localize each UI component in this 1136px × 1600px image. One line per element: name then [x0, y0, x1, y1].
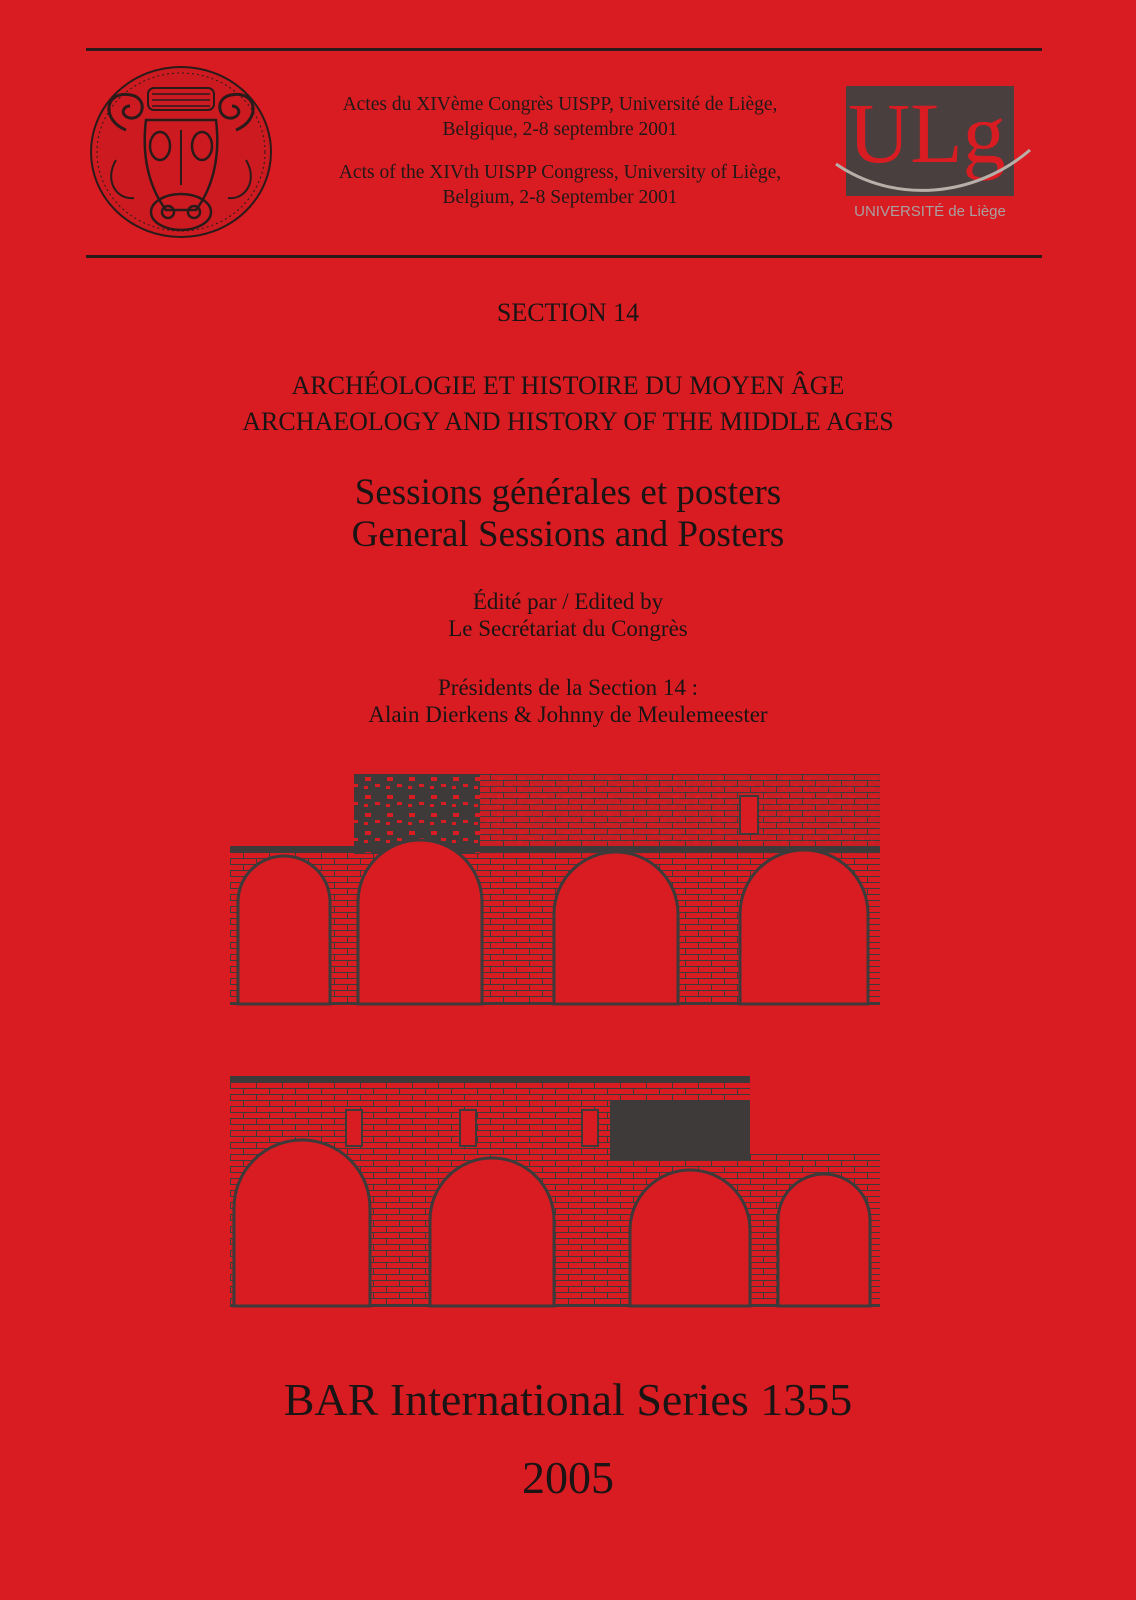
section-theme [0, 368, 1136, 440]
ulg-logo-letters: ULg [848, 86, 1006, 181]
presidents-names: Alain Dierkens & Johnny de Meulemeester [368, 702, 768, 727]
top-rule [86, 48, 1042, 51]
series-title: BAR International Series 1355 [283, 1374, 853, 1425]
acts-french-line-1: Actes du XIVème Congrès UISPP, Université de Liège, [342, 94, 778, 115]
acts-french-line-2: Belgique, 2-8 septembre 2001 [442, 119, 678, 140]
title-french: Sessions générales et posters [354, 472, 782, 513]
edited-by-label: Édité par / Edited by [472, 589, 664, 614]
acts-english-line-1: Acts of the XIVth UISPP Congress, University of Liège, [338, 162, 782, 183]
publication-year: 2005 [522, 1452, 614, 1503]
acts-french [290, 92, 830, 142]
presidents-block [0, 674, 1136, 728]
acts-english [290, 160, 830, 210]
ulg-logo-icon [834, 86, 1034, 226]
editor-name: Le Secrétariat du Congrès [448, 616, 688, 641]
bottom-rule [86, 255, 1042, 258]
section-number: SECTION 14 [496, 298, 640, 327]
bull-seal-icon [86, 60, 276, 250]
presidents-label: Présidents de la Section 14 : [438, 675, 698, 700]
volume-title [0, 472, 1136, 556]
theme-french: ARCHÉOLOGIE ET HISTOIRE DU MOYEN ÂGE [291, 371, 845, 400]
arcade-elevation-drawing [230, 774, 900, 1034]
arcade-elevation-drawing-south [230, 1070, 900, 1340]
theme-english: ARCHAEOLOGY AND HISTORY OF THE MIDDLE AGES [242, 407, 894, 436]
title-english: General Sessions and Posters [351, 514, 785, 555]
ulg-logo-caption: UNIVERSITÉ de Liège [854, 203, 1006, 220]
editor-block [0, 588, 1136, 642]
acts-english-line-2: Belgium, 2-8 September 2001 [442, 187, 678, 208]
